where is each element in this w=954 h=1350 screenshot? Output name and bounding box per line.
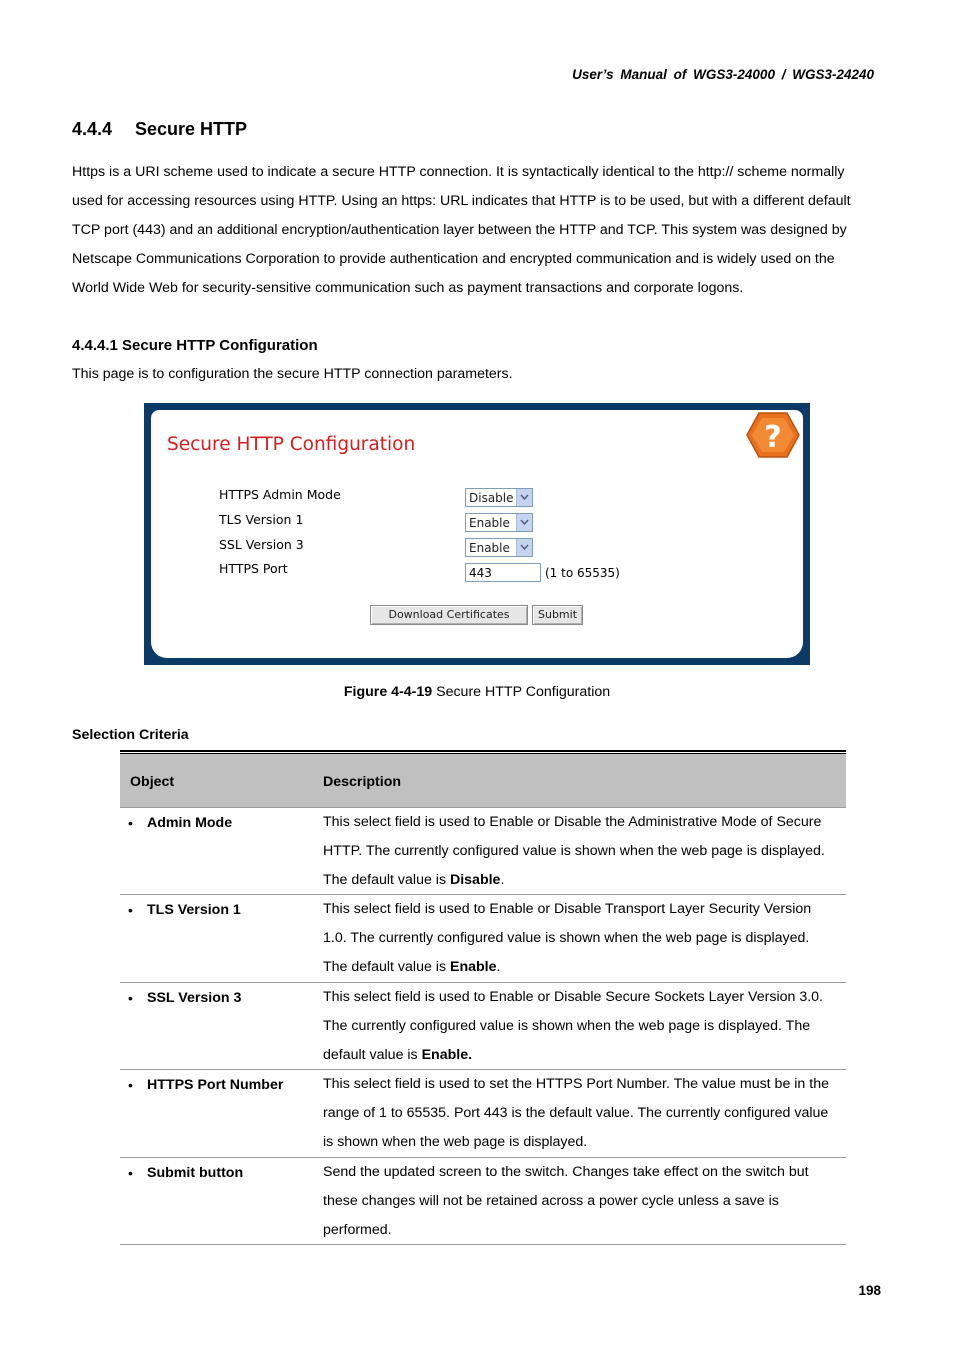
column-header-description: Description (323, 774, 402, 790)
ssl-version3-select[interactable] (465, 538, 533, 557)
description-text: The default value is (323, 872, 450, 888)
row-description (323, 983, 841, 1070)
row-description (323, 895, 841, 982)
description-text: default value is (323, 1047, 422, 1063)
description-line: This select field is used to set the HTTPS Port Number. The value must be in the (323, 1076, 829, 1092)
https-admin-mode-select[interactable] (465, 488, 533, 507)
description-line: Send the updated screen to the switch. Changes take effect on the switch but (323, 1164, 809, 1180)
description-text: . (496, 959, 501, 975)
select-value: Enable (469, 541, 510, 555)
svg-text:?: ? (764, 420, 782, 455)
table-row (120, 1070, 846, 1158)
port-range-hint: (1 to 65535) (545, 566, 620, 580)
figure-label: Figure 4-4-19 (343, 684, 433, 700)
ssl-version3-label: SSL Version 3 (219, 537, 304, 552)
description-line (323, 953, 841, 982)
table-row (120, 983, 846, 1070)
port-value: 443 (469, 566, 492, 580)
description-line: 1.0. The currently configured value is shown when the web page is displayed. (323, 930, 810, 946)
column-header-object: Object (130, 774, 175, 790)
intro-line: used for accessing resources using HTTP. Using an https: URL indicates that HTTP is to be used, but with a different default (72, 193, 851, 209)
table-row (120, 1158, 846, 1245)
row-description (323, 808, 841, 895)
chevron-down-icon (516, 514, 532, 531)
row-object: TLS Version 1 (147, 902, 241, 918)
default-value: Enable. (421, 1047, 473, 1063)
intro-line: Netscape Communications Corporation to provide authentication and encrypted communication and is widely used on the (72, 251, 835, 267)
description-text: . (500, 872, 505, 888)
bullet-icon: • (128, 902, 133, 918)
selection-criteria-title: Selection Criteria (72, 727, 189, 743)
section-heading (72, 119, 247, 140)
table-row (120, 895, 846, 983)
description-line: This select field is used to Enable or Disable Transport Layer Security Version (323, 901, 812, 917)
bullet-icon: • (128, 815, 133, 831)
section-number: 4.4.4 (72, 119, 113, 139)
row-object: Submit button (147, 1165, 244, 1181)
subsection-description: This page is to configuration the secure HTTP connection parameters. (72, 366, 513, 382)
https-port-input[interactable] (465, 563, 541, 582)
submit-button[interactable]: Submit (532, 605, 583, 625)
download-certificates-button[interactable]: Download Certificates (370, 605, 528, 625)
bullet-icon: • (128, 1077, 133, 1093)
description-line: The currently configured value is shown when the web page is displayed. The (323, 1018, 811, 1034)
description-line: This select field is used to Enable or Disable Secure Sockets Layer Version 3.0. (323, 989, 823, 1005)
row-object: HTTPS Port Number (147, 1077, 284, 1093)
figure-caption (0, 684, 954, 700)
config-screenshot (144, 403, 810, 665)
row-object: Admin Mode (147, 815, 233, 831)
description-line (323, 1128, 841, 1157)
figure-caption-text: Secure HTTP Configuration (432, 684, 611, 700)
help-question-icon[interactable] (745, 410, 801, 460)
selection-criteria-table (120, 750, 846, 1245)
description-line (323, 866, 841, 895)
intro-line: Https is a URI scheme used to indicate a secure HTTP connection. It is syntactically identical to the http:// scheme normally (72, 164, 845, 180)
bullet-icon: • (128, 1165, 133, 1181)
row-description (323, 1070, 841, 1157)
panel-title: Secure HTTP Configuration (167, 434, 416, 455)
table-row (120, 808, 846, 895)
description-text: performed. (323, 1222, 392, 1238)
description-line: these changes will not be retained across a power cycle unless a save is (323, 1193, 779, 1209)
subsection-title: 4.4.4.1 Secure HTTP Configuration (72, 337, 318, 354)
manual-header: User’s Manual of WGS3-24000 / WGS3-24240 (572, 67, 874, 82)
description-line (323, 1041, 841, 1070)
bullet-icon: • (128, 990, 133, 1006)
https-port-label: HTTPS Port (219, 561, 288, 576)
chevron-down-icon (516, 489, 532, 506)
table-header (120, 754, 846, 808)
intro-paragraph (72, 158, 882, 303)
section-title: Secure HTTP (135, 119, 248, 139)
tls-version1-label: TLS Version 1 (219, 512, 304, 527)
intro-line: World Wide Web for security-sensitive communication such as payment transactions and corporate logons. (72, 280, 744, 296)
config-panel (151, 410, 803, 658)
default-value: Enable (449, 959, 497, 975)
description-text: The default value is (323, 959, 450, 975)
https-admin-mode-label: HTTPS Admin Mode (219, 487, 341, 502)
select-value: Disable (469, 491, 514, 505)
chevron-down-icon (516, 539, 532, 556)
description-text: is shown when the web page is displayed. (323, 1134, 588, 1150)
row-description (323, 1158, 841, 1245)
description-line: HTTP. The currently configured value is shown when the web page is displayed. (323, 843, 825, 859)
default-value: Disable (449, 872, 501, 888)
row-object: SSL Version 3 (147, 990, 242, 1006)
description-line: range of 1 to 65535. Port 443 is the default value. The currently configured value (323, 1105, 829, 1121)
select-value: Enable (469, 516, 510, 530)
page-number: 198 (858, 1283, 881, 1298)
intro-line: TCP port (443) and an additional encryption/authentication layer between the HTTP and TCP. This system was designed by (72, 222, 847, 238)
description-line (323, 1216, 841, 1245)
description-line: This select field is used to Enable or Disable the Administrative Mode of Secure (323, 814, 822, 830)
tls-version1-select[interactable] (465, 513, 533, 532)
